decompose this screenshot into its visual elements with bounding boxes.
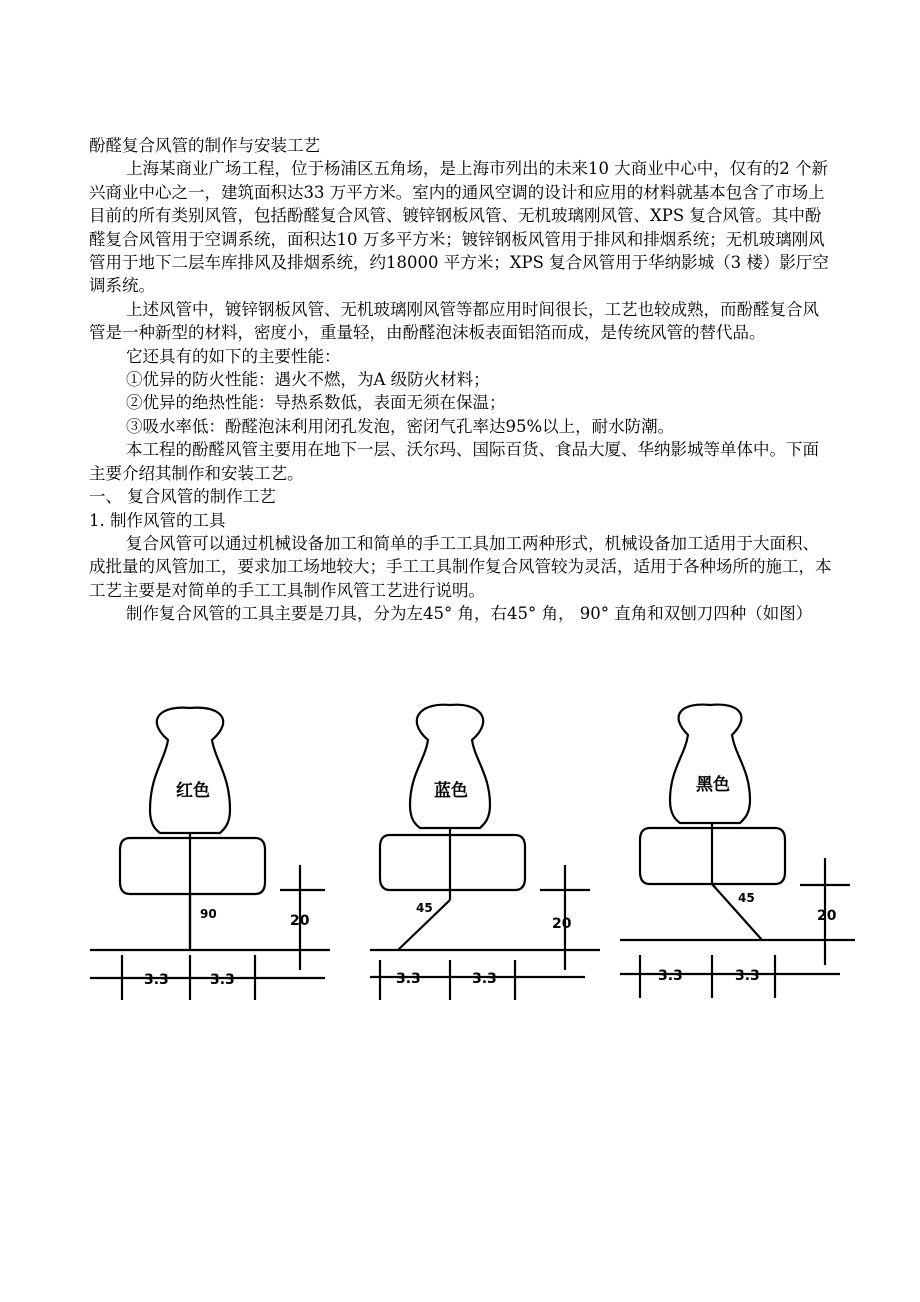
tool-base bbox=[120, 838, 265, 894]
width-label-right: 3.3 bbox=[735, 968, 760, 984]
tool-handle bbox=[150, 708, 230, 833]
tool-45-degree-blue bbox=[370, 705, 600, 1000]
width-label-left: 3.3 bbox=[658, 968, 683, 984]
tool-handle bbox=[410, 705, 490, 828]
paragraph-project-overview: 上海某商业广场工程，位于杨浦区五角场，是上海市列出的未来10 大商业中心中，仅有的2 个新兴商业中心之一，建筑面积达33 万平方米。室内的通风空调的设计和应用的材料就基本包含了市场上目前的所有类别风管，包括酚醛复合风管、镀锌钢板风管、无机玻璃刚风管、XPS 复合风管。其中酚醛复合风管用于空调系统，面积达10 万多平方米；镀锌钢板风管用于排风和排烟系统；无机玻璃刚风管用于地下二层车库排风及排烟系统，约18000 平方米；XPS 复合风管用于华纳影城（3 楼）影厅空调系统。 bbox=[89, 159, 829, 296]
height-label: 20 bbox=[552, 916, 572, 932]
color-label: 黑色 bbox=[696, 775, 730, 795]
height-label: 20 bbox=[817, 908, 837, 924]
list-item-water-absorption: ③吸水率低：酚醛泡沫利用闭孔发泡，密闭气孔率达95%以上，耐水防潮。 bbox=[126, 416, 675, 436]
color-label: 红色 bbox=[176, 781, 210, 801]
paragraph-performance-intro: 它还具有的如下的主要性能： bbox=[126, 346, 341, 366]
height-label: 20 bbox=[290, 913, 310, 929]
angle-label: 90 bbox=[200, 907, 217, 921]
paragraph-usage-scope: 本工程的酚醛风管主要用在地下一层、沃尔玛、国际百货、食品大厦、华纳影城等单体中。下面主要介绍其制作和安装工艺。 bbox=[89, 440, 819, 483]
width-label-left: 3.3 bbox=[396, 971, 421, 987]
document-title: 酚醛复合风管的制作与安装工艺 bbox=[89, 136, 320, 155]
list-item-insulation: ②优异的绝热性能：导热系数低，表面无须在保温； bbox=[126, 393, 506, 413]
angle-label: 45 bbox=[416, 901, 433, 915]
angle-label: 45 bbox=[738, 891, 755, 905]
subsection-heading: 1. 制作风管的工具 bbox=[89, 510, 226, 530]
width-label-right: 3.3 bbox=[210, 972, 235, 988]
paragraph-fabrication-methods: 复合风管可以通过机械设备加工和简单的手工工具加工两种形式，机械设备加工适用于大面积、成批量的风管加工，要求加工场地较大；手工工具制作复合风管较为灵活，适用于各种场所的施工，本工艺主要是对简单的手工工具制作风管工艺进行说明。 bbox=[89, 533, 832, 600]
width-label-right: 3.3 bbox=[472, 971, 497, 987]
list-item-fire-resistance: ①优异的防火性能：遇火不燃，为A 级防火材料； bbox=[126, 370, 490, 390]
tool-45-degree-black bbox=[620, 705, 855, 998]
section-heading: 一、 复合风管的制作工艺 bbox=[89, 487, 276, 507]
tool-handle bbox=[670, 705, 750, 823]
document-body bbox=[89, 134, 834, 626]
color-label: 蓝色 bbox=[434, 781, 468, 801]
tool-90-degree bbox=[90, 708, 330, 1000]
paragraph-duct-comparison: 上述风管中，镀锌钢板风管、无机玻璃刚风管等都应用时间很长，工艺也较成熟，而酚醛复合风管是一种新型的材料，密度小，重量轻，由酚醛泡沫板表面铝箔而成，是传统风管的替代品。 bbox=[89, 299, 819, 343]
cutting-tools-figure bbox=[90, 700, 860, 1010]
tool-base bbox=[380, 835, 525, 890]
paragraph-tool-types: 制作复合风管的工具主要是刀具，分为左45° 角，右45° 角， 90° 直角和双刨刀四种（如图） bbox=[126, 604, 813, 624]
width-label-left: 3.3 bbox=[144, 972, 169, 988]
